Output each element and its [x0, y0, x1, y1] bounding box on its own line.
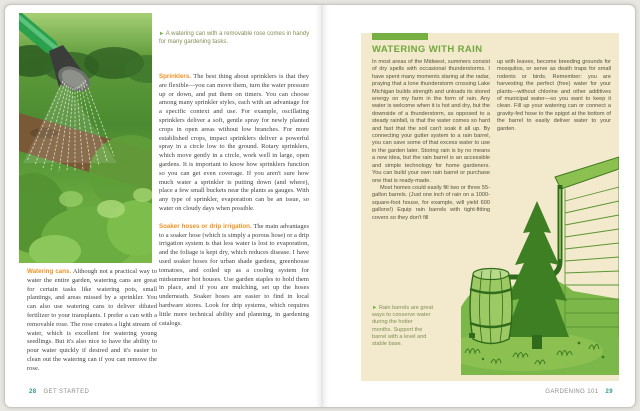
photo-caption — [159, 30, 313, 46]
sidebar-accent-tab — [372, 33, 428, 40]
sidebar-watering-with-rain — [361, 33, 619, 381]
left-page-left-column — [27, 268, 157, 383]
left-section-label: GET STARTED — [43, 389, 90, 395]
rain-barrel-caption-text: Rain barrels are great ways to conserve water during the hotter months. Support the barrel with a level and stable base. — [372, 305, 434, 348]
rain-barrel-illustration — [461, 149, 619, 375]
sidebar-col1-para1: In most areas of the Midwest, summers consist of dry spells with occasional thunderstorms. I have spent many moments staring at the radar, praying that a lone thunderstorm crossing Lake Michigan builds strength and unloads its stored energy on my farm in the form of rain. Any water is welcome when it is hot and dry, but the downside of a thunderstorm, as opposed to a steady rainfall, is that the water comes so hard and fast that the soil can't soak it all up. By connecting your gutter system to a rain barrel, you can save some of that excess water to use in the garden later. Storing rain is by no means a new idea, but the rain barrel is an accessible and simple technology for home gardeners. You can build your own rain barrel or purchase one that is ready-made. — [372, 59, 490, 184]
watering-can-photo — [19, 13, 152, 263]
left-page-number: 28 — [29, 389, 37, 395]
right-page-footer — [545, 389, 613, 395]
rain-barrel-illustration-art — [461, 149, 619, 375]
sidebar-col2-para: up with leaves, become breeding grounds for mosquitos, or serve as death traps for small rodents or birds. Remember: you are harvesting the perfect (free) water for your plants—without chlorine and other additives of municipal water—so you want to keep it clean. Fill up your watering can or connect a gravity-fed hose to the spigot at the bottom of the barrel to easily deliver water to your garden. — [497, 59, 611, 132]
soaker-body: The main advantages to a soaker hose (which is simply a porous hose) or a drip irrigation system is that less water is lost to evaporation, and the foliage is kept dry, which reduces disease. I have used soaker hoses for urban shade gardens, greenhouse tomatoes, and coiled up as a cooling system for midsummer hot houses. Use garden staples to hold them in place, and if you are mulching, set up the hoses underneath. Soaker hoses are easier to find in local hardware stores. Look for drip systems, which requires little more technical ability and planning, in gardening catalogs. — [159, 222, 309, 327]
sprinklers-body: The best thing about sprinklers is that they are flexible—you can move them, turn the water pressure up or down, and put them on timers. You can choose among many sprinkler styles, each with an advantage for a specific context and use. For example, oscillating sprinklers deliver a soft, gentle spray for newly planted crops in open areas without low branches. For more established crops, impact sprinklers deliver a powerful spray in a circle low to the ground. Rotary sprinklers, which move gently in a circle, work well in large, open gardens. It is important to know how sprinklers function so you can get even coverage. If you aren't sure how much water a sprinkler is putting down (and where), place a few small buckets near the plants as gauges. With any type of sprinkler, evaporation can be an issue, so water on cloudy days when possible. — [159, 73, 309, 212]
watering-cans-lead: Watering cans. — [27, 268, 72, 275]
book-spread — [4, 4, 636, 408]
watering-cans-paragraph — [27, 268, 157, 374]
sidebar-title: WATERING WITH RAIN — [372, 44, 483, 55]
soaker-lead: Soaker hoses or drip irrigation. — [159, 222, 252, 230]
right-section-label: GARDENING 101 — [545, 389, 599, 395]
sprinklers-paragraph — [159, 73, 309, 214]
right-page-number: 29 — [605, 389, 613, 395]
left-page-right-column — [159, 73, 309, 337]
soaker-paragraph — [159, 223, 309, 329]
rain-barrel-caption — [372, 305, 434, 348]
caption-arrow-icon: ► — [159, 31, 165, 37]
left-page-footer — [29, 389, 89, 395]
sprinklers-lead: Sprinklers. — [159, 73, 191, 80]
sidebar-col1-para2: Most homes could easily fill two or three 55-gallon barrels. (Just one inch of rain on a 1000-square-foot house, for example, will yield 600 gallons!) Equip rain barrels with tight-fitting covers so they don't fill — [372, 184, 490, 221]
watering-can-photo-art — [19, 13, 152, 263]
sidebar-column-2 — [497, 59, 611, 133]
photo-caption-text: A watering can with a removable rose comes in handy for many gardening tasks. — [159, 31, 310, 45]
watering-cans-body: Although not a practical way to water the entire garden, watering cans are great for certain tasks like watering pots, small plantings, and areas missed by a sprinkler. You can also use watering cans to deliver diluted fertilizer to your transplants. I prefer a can with a removable rose. The rose creates a light stream of water, which is excellent for watering young seedlings. But it's also nice to have the ability to pour water quickly if desired and it's easier to clean out the watering can if you can remove the rose. — [27, 268, 157, 372]
page-gutter — [315, 5, 329, 407]
caption-arrow-icon: ► — [372, 305, 378, 311]
